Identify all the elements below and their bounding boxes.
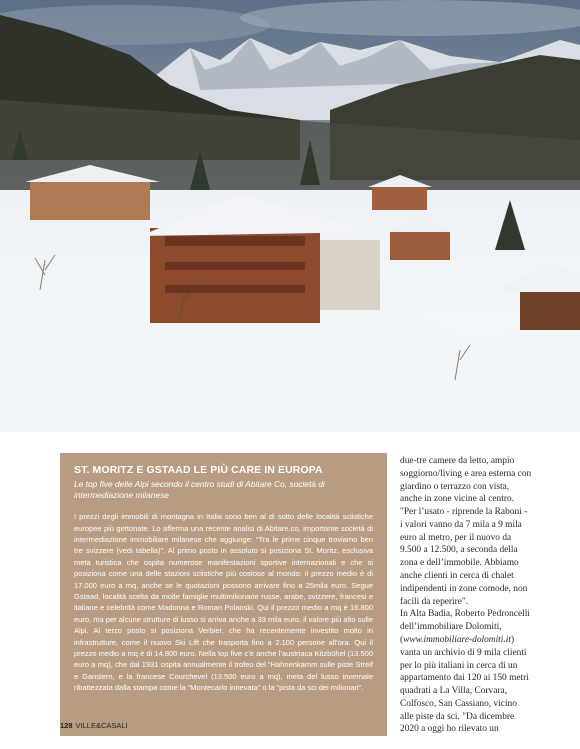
article-text: In Alta Badia, Roberto Pedroncelli dell’immobiliare Dolomiti, ( <box>400 609 530 645</box>
magazine-name: VILLE&CASALI <box>75 721 128 730</box>
article-text: ) vanta un archivio di 9 mila clienti per lo più italiani in cerca di un appartamento dai 120 ai 150 metri quadrati a La Villa, Corvara, Colfosco, San Cassiano, vicino alle piste da sci. "Da dicembre 2020 a oggi ho rilevato un <box>400 634 529 735</box>
sidebar-body: I prezzi degli immobili di montagna in Italia sono ben al di sotto delle località sciistiche europee più gettonate. Lo afferma una recente analisi di Abitare.co, importante società di intermediazione immobiliare milanese che aggiunge: “Tra le prime cinque troviamo ben tre svizzere (vedi tabella)”. Al primo posto in assoluto si posiziona St. Moritz, esclusiva meta turistica che ospita numerose manifestazioni sportive internazionali e che si posiziona come una delle stazioni sciistiche più costose al mondo: il prezzo medio è di 17.000 euro a mq, anche se le quotazioni possono arrivare fino a 25mila euro. Segue Gstaad, località scelta da molte famiglie multimilionarie russe, arabe, svizzere, francesi e italiane e celebrità come Madonna e Roman Polanski. Qui il prezzo medio a mq è 16.800 euro, ma per alcune strutture di lusso si arriva anche a 33 mila euro, il valore più alto sulle Alpi. Al terzo posto si posiziona Verbier, che ha recentemente investito molto in infrastrutture, come il nuovo Ski Lift che trasporta fino a 2.100 persone all’ora. Qui il prezzo medio a mq è di 14.800 euro. Nella top five c’è anche l’austriaca Kitzbühel (13.500 euro a mq), che dal 1931 ospita annualmente il trofeo del “Hahnenkamm sulle piste Streif e Ganslern, e la francese Courchevel (13.500 euro a mq), meta del lusso invernale ribattezzata dalla stampa come la “Montecarlo innevata” o la “pista da sci dei milionari”. <box>74 512 373 693</box>
page-footer <box>60 721 128 730</box>
page-number: 128 <box>60 721 73 730</box>
website-link[interactable]: www.immobiliare-dolomiti.it <box>403 634 511 645</box>
article-paragraph: due-tre camere da letto, ampio soggiorno/living e area esterna con giardino o terrazzo con vista, anche in zone vicine al centro. "Per l’usato - riprende la Raboni - i valori vanno da 7 mila a 9 mila euro al metro, per il nuovo da 9.500 a 12.500, a seconda della zona e dell’immobile. Abbiamo anche clienti in cerca di chalet indipendenti in zone comode, non facili da reperire". <box>400 456 532 607</box>
article-column <box>400 455 532 737</box>
article-paragraph-2 <box>400 608 532 736</box>
sidebar-subtitle: Le top five delle Alpi secondo il centro studi di Abitare Co, società di intermediazione milanese <box>74 478 325 500</box>
sidebar-title: ST. MORITZ E GSTAAD LE PIÙ CARE IN EUROPA <box>74 464 323 476</box>
sidebar-box <box>60 453 387 736</box>
